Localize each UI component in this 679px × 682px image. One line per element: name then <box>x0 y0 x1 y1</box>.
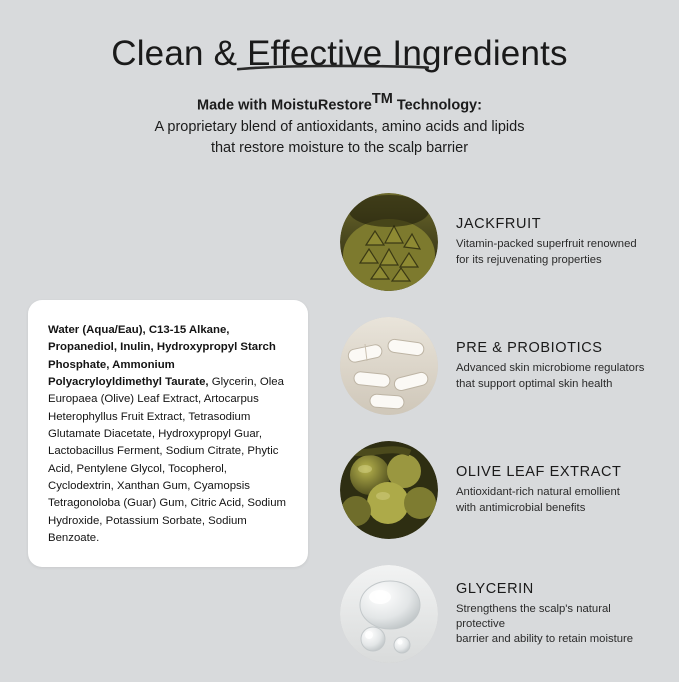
ingredients-regular: Glycerin, Olea Europaea (Olive) Leaf Extract, Artocarpus Heterophyllus Fruit Extract, Tetrasodium Glutamate Diacetate, Hydroxypropyl Guar, Lactobacillus Ferment, Sodium Citrate, Phytic Acid, Pentylene Glycol, Tocopherol, Cyclodextrin, Xanthan Gum, Cyamopsis Tetragonoloba (Guar) Gum, Citric Acid, Sodium Hydroxide, Potassium Sorbate, Sodium Benzoate. <box>48 375 287 544</box>
item-desc-line-1: Advanced skin microbiome regulators <box>456 362 645 375</box>
subtitle-strong-tail: Technology: <box>392 97 482 114</box>
item-title: JACKFRUIT <box>456 216 542 233</box>
header <box>0 0 679 158</box>
item-desc-line-2: that support optimal skin health <box>456 377 613 390</box>
item-title: PRE & PROBIOTICS <box>456 340 603 357</box>
item-desc-line-1: Vitamin-packed superfruit renowned <box>456 238 637 251</box>
probiotic-capsules-photo-icon <box>340 317 438 415</box>
list-item <box>340 558 658 670</box>
jackfruit-photo-icon <box>340 193 438 291</box>
ingredients-bold: Water (Aqua/Eau), C13-15 Alkane, Propanediol, Inulin, Hydroxypropyl Starch Phosphate, Ammonium Polyacryloyldimethyl Taurate, <box>48 324 276 388</box>
item-desc-line-2: with antimicrobial benefits <box>456 501 586 514</box>
list-item-text <box>438 216 637 268</box>
ingredient-highlights <box>340 186 658 682</box>
list-item <box>340 434 658 546</box>
page-title <box>111 34 568 73</box>
list-item <box>340 310 658 422</box>
olive-leaf-photo-icon <box>340 441 438 539</box>
list-item-text <box>438 340 644 392</box>
title-underline-icon <box>237 64 429 71</box>
subtitle-strong-line <box>0 89 679 117</box>
subtitle-line-2: that restore moisture to the scalp barrier <box>210 139 469 156</box>
item-desc-line-2: for its rejuvenating properties <box>456 253 602 266</box>
item-desc-line-2: barrier and ability to retain moisture <box>456 633 634 646</box>
subtitle-line-1: A proprietary blend of antioxidants, amino acids and lipids <box>154 119 525 136</box>
subtitle-strong-text: Made with MoistuRestore <box>197 97 372 114</box>
subtitle-block <box>0 89 679 158</box>
item-desc-line-1: Antioxidant-rich natural emollient <box>456 486 620 499</box>
list-item <box>340 186 658 298</box>
list-item-text <box>438 464 622 516</box>
glycerin-droplet-photo-icon <box>340 565 438 663</box>
ingredients-card <box>28 300 308 567</box>
list-item-text <box>438 581 656 648</box>
item-title: OLIVE LEAF EXTRACT <box>456 464 622 481</box>
item-title: GLYCERIN <box>456 580 534 597</box>
trademark-symbol: TM <box>371 91 393 108</box>
ingredients-list <box>48 322 288 547</box>
item-desc-line-1: Strengthens the scalp's natural protective <box>456 602 611 630</box>
page-title-text: Clean & Effective Ingredients <box>111 34 568 73</box>
